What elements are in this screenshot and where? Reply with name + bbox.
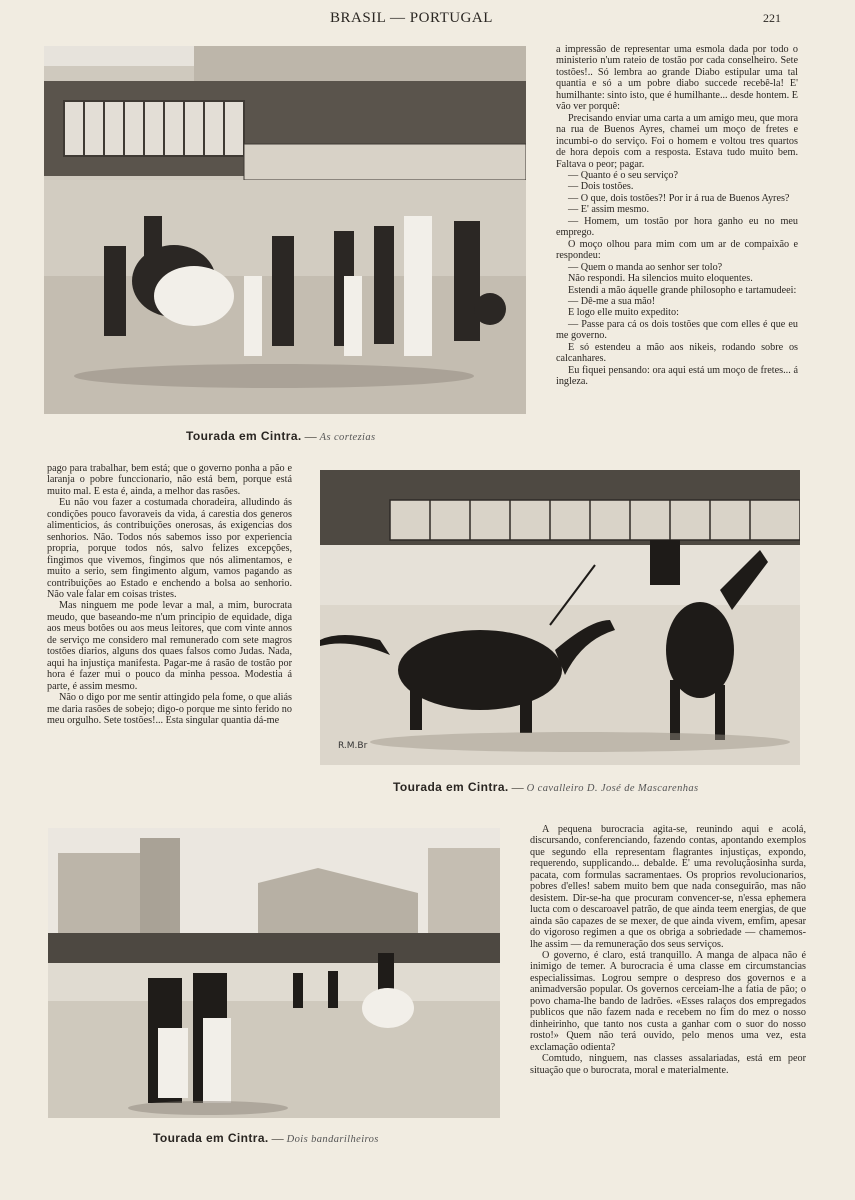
paragraph: — Dê-me a sua mão! — [568, 295, 656, 307]
paragraph: — Dois tostões. — [568, 181, 634, 193]
paragraph: Não o digo por me sentir attingido pela fome, o que aliás me daria rasões de sobejo; digo-o porque me sinto ferido no meu orgulho. Sete tostões!... Esta singular quantia dá-me — [47, 692, 292, 726]
paragraph: — Quanto é o seu serviço? — [568, 169, 679, 181]
page-number: 221 — [763, 11, 781, 25]
paragraph: — Quem o manda ao senhor ser tolo? — [568, 261, 723, 273]
photo-cavalleiro-caption — [393, 780, 699, 795]
paragraph: E só estendeu a mão aos nikeis, rodando sobre os calcanhares. — [556, 341, 798, 365]
photo-cortezias-caption — [186, 429, 376, 444]
article-column-bottom-right — [530, 824, 806, 1144]
photo-bandarilheiros — [48, 828, 500, 1118]
paragraph: O governo, é claro, está tranquillo. A manga de alpaca não é inimigo de temer. A burocracia é uma classe em circumstancias especialissimas. Logrou sempre o despreso dos governos e a animadversão popular. Os governos cerceiam-lhe a fatia de pão; o povo chama-lhe bando de ladrões. «Esses ralaços dos empregados publicos que não fazem nada e recebem no fim do mez o nosso dinheirinho, que tanto nos custa a ganhar com o suor do nosso rosto!» Quem não terá ouvido, pelo menos uma vez, esta exclamação odienta? — [530, 949, 806, 1053]
article-column-middle-left — [47, 463, 292, 793]
column-text — [47, 463, 292, 726]
running-title: BRASIL — PORTUGAL — [330, 10, 493, 26]
photographer-signature: R.M.Br — [338, 741, 368, 751]
paragraph: O moço olhou para mim com um ar de compaixão e respondeu: — [556, 238, 798, 262]
paragraph: A pequena burocracia agita-se, reunindo aqui e acolá, discursando, conferenciando, fazendo contas, apontando exemplos que segundo ella representam flagrantes injustiças, expondo, requerendo, supplicando... debalde. E' uma revoluçãosinha surda, pacata, com formulas sacramentaes. Os proprios revolucionarios, pobres d'elles! sabem muito bem que nada conseguirão, mas não desistem. Dir-se-ha que procuram convencer-se, n'essa ephemera lucta com o descaroavel patrão, de que ainda teem energias, de que ainda são capazes de se mexer, de que ainda vivem, emfim, apesar do vigoroso regimen a que os obriga a sobriedade — chamemos-lhe assim — da remuneração dos seus serviços. — [530, 824, 806, 950]
paragraph: — Passe para cá os dois tostões que com elles é que eu me governo. — [556, 318, 798, 342]
paragraph: Eu fiquei pensando: ora aqui está um moço de fretes... á ingleza. — [556, 364, 798, 388]
article-column-top-right — [556, 44, 798, 446]
photo-cavalleiro — [320, 470, 800, 765]
paragraph: Eu não vou fazer a costumada choradeira, alludindo ás condições pouco favoraveis da vida, á carestia dos generos alimenticios, ás contribuições onerosas, ás exigencias dos senhorios. Não. Todos nós sabemos isso por experiencia propria, porque todos nós, salvo felizes excepções, fingimos que vivemos, fingimos que nós alimentamos, e muito a serio, sem fingimento algum, vamos pagando as contribuições ao Estado e enchendo a bolsa ao senhorio. Não vale falar em coisas tristes. — [47, 497, 292, 600]
photo-cavalleiro-image — [320, 470, 800, 765]
caption-subtitle: Dois bandarilheiros — [286, 1134, 379, 1145]
paragraph: E logo elle muito expedito: — [568, 307, 679, 319]
paragraph: — O que, dois tostões?! Por ir á rua de Buenos Ayres? — [568, 192, 790, 204]
paragraph: a impressão de representar uma esmola dada por todo o ministerio n'um rateio de tostão por cada conselheiro. Sete tostões!.. Só lembra ao grande Diabo estipular uma tal quantia e só a um pobre diabo succede recebê-la! E' humilhante: sinto isto, que é humilhante... desde hontem. E vão ver porquê: — [556, 44, 798, 113]
paragraph: — Homem, um tostão por hora ganho eu no meu emprego. — [556, 215, 798, 239]
caption-title: Tourada em Cintra. — [186, 429, 302, 443]
caption-separator: — — [304, 429, 317, 443]
paragraph: Comtudo, ninguem, nas classes assalariadas, está em peor situação que o burocrata, moral e materialmente. — [530, 1053, 806, 1076]
paragraph: Não respondi. Ha silencios muito eloquentes. — [568, 273, 753, 285]
caption-subtitle: O cavalleiro D. José de Mascarenhas — [526, 783, 699, 794]
photo-cortezias-image — [44, 46, 526, 414]
paragraph: Mas ninguem me pode levar a mal, a mim, burocrata meudo, que baseando-me n'um principio de equidade, diga aos meus botões ou aos meus leitores, que com vinte annos de serviço me considero mal remunerado com sete magros tostões diarios, alguns dos quaes falsos como Judas. Nada, aqui ha injustiça manifesta. Pagar-me á rasão de tostão por hora é fazer mui o pouco da minha pessoa. Modestia á parte, é assim mesmo. — [47, 600, 292, 692]
photo-bandarilheiros-image — [48, 828, 500, 1118]
column-text — [530, 824, 806, 1076]
page-header — [0, 8, 855, 30]
paragraph: Estendi a mão áquelle grande philosopho e tartamudeei: — [568, 284, 797, 296]
caption-subtitle: As cortezias — [319, 432, 376, 443]
caption-separator: — — [511, 780, 524, 794]
caption-title: Tourada em Cintra. — [393, 780, 509, 794]
caption-separator: — — [271, 1131, 284, 1145]
paragraph: — E' assim mesmo. — [568, 204, 650, 216]
caption-title: Tourada em Cintra. — [153, 1131, 269, 1145]
photo-cortezias — [44, 46, 526, 414]
paragraph: Precisando enviar uma carta a um amigo meu, que mora na rua de Buenos Ayres, chamei um moço de fretes e incumbi-o do serviço. Foi o homem e voltou tres quartos de hora depois com a resposta. Estava tudo muito bem. Faltava o peor; pagar. — [556, 112, 798, 170]
photo-bandarilheiros-caption — [153, 1131, 379, 1146]
column-text — [556, 44, 798, 388]
paragraph: pago para trabalhar, bem está; que o governo ponha a pão e laranja o pobre funccionario, não está bem, porque está muito mal. E esta é, ainda, a melhor das rasões. — [47, 463, 292, 497]
